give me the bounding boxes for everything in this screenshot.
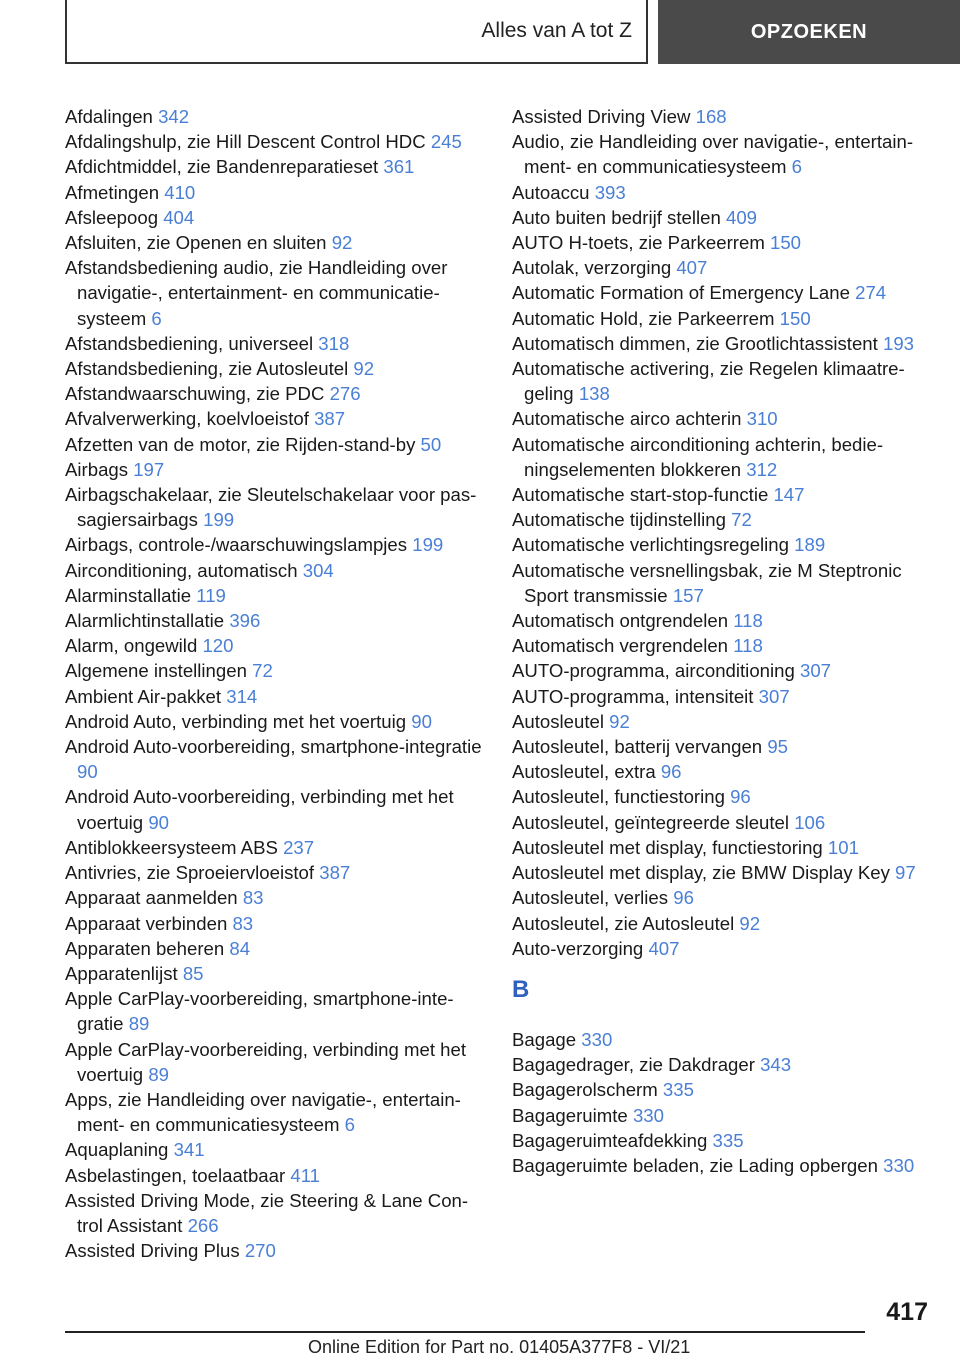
index-page-link[interactable]: 157 [672, 584, 704, 606]
index-entry-text: Apps, zie Handleiding over navigatie-, entertainment- en communicatiesysteem [65, 1088, 461, 1136]
index-entry [65, 986, 485, 1036]
index-entry-text: Afzetten van de motor, zie Rijden-stand-by [65, 433, 416, 455]
index-entry-text: Assisted Driving Plus [65, 1240, 240, 1262]
index-entry [65, 482, 485, 532]
index-page-link[interactable]: 335 [712, 1129, 744, 1151]
index-entry [65, 860, 485, 885]
index-entry [65, 1037, 485, 1087]
index-entry-text: Afsleepoog [65, 206, 159, 228]
index-entry [65, 936, 485, 961]
index-entry-text: Bagagerolscherm [512, 1079, 658, 1101]
index-entry-text: Automatische verlichtingsregeling [512, 534, 789, 556]
section-letter-b: B [512, 975, 530, 1003]
index-entry-text: Bagageruimteafdekking [512, 1129, 708, 1151]
index-page-link[interactable]: 168 [695, 106, 727, 127]
index-entry-text: Automatische versnellingsbak, zie M Steptronic Sport transmissie [512, 559, 902, 606]
index-page-link[interactable]: 343 [760, 1054, 792, 1076]
index-entry-text: Auto buiten bedrijf stellen [512, 206, 721, 228]
index-entry-text: Automatische start-stop-functie [512, 484, 769, 506]
index-entry-text: Apparatenlijst [65, 962, 178, 984]
index-entry-text: Afdalingshulp, zie Hill Descent Control HDC [65, 131, 426, 153]
index-entry [65, 1163, 485, 1188]
index-entry [512, 180, 932, 205]
index-entry [65, 432, 485, 457]
index-entry [65, 709, 485, 734]
index-page-link[interactable]: 96 [673, 887, 694, 909]
index-page-link[interactable]: 193 [883, 332, 915, 354]
index-page-link[interactable]: 72 [252, 660, 273, 682]
index-page-link[interactable]: 95 [767, 736, 788, 758]
index-page-link[interactable]: 83 [232, 912, 254, 934]
index-entry-text: Apple CarPlay-voorbereiding, smartphone-integratie [65, 988, 454, 1035]
index-entry [65, 255, 485, 331]
index-page-link[interactable]: 312 [746, 458, 778, 480]
index-page-link[interactable]: 276 [329, 383, 361, 405]
index-entry-text: Audio, zie Handleiding over navigatie-, entertainment- en communicatiesysteem [512, 131, 914, 178]
index-entry [512, 1077, 932, 1102]
index-page-link[interactable]: 120 [202, 635, 234, 657]
index-entry [512, 406, 932, 431]
index-entry [65, 230, 485, 255]
index-entry [512, 356, 932, 406]
index-entry [512, 1153, 932, 1178]
index-entry [65, 734, 485, 784]
index-entry [65, 835, 485, 860]
index-entry [512, 860, 932, 885]
index-entries-b [512, 1027, 932, 1178]
index-page-link[interactable]: 6 [151, 307, 162, 329]
index-page-link[interactable]: 138 [578, 383, 610, 405]
index-entry [65, 608, 485, 633]
index-entry-text: Autosleutel, zie Autosleutel [512, 912, 735, 934]
tab-alles-van-a-tot-z[interactable]: Alles van A tot Z [65, 0, 648, 64]
index-entry-text: Automatische airconditioning achterin, bedieningselementen blokkeren [512, 433, 884, 480]
index-entry-text: AUTO-programma, intensiteit [512, 685, 754, 707]
index-entry [512, 684, 932, 709]
index-entry [512, 129, 932, 179]
index-entry-text: Bagageruimte [512, 1104, 628, 1126]
index-entry [65, 633, 485, 658]
index-page-link[interactable]: 106 [794, 811, 826, 833]
page-number: 417 [886, 1298, 928, 1326]
index-entry-text: Afstandsbediening, universeel [65, 332, 314, 354]
index-page-link[interactable]: 189 [794, 534, 826, 556]
index-entry-text: AUTO H-toets, zie Parkeerrem [512, 232, 765, 254]
index-entry [65, 180, 485, 205]
index-entry-text: Apparaat verbinden [65, 912, 228, 934]
index-entry-text: Autosleutel, batterij vervangen [512, 736, 763, 758]
index-entry-text: Automatische tijdinstelling [512, 509, 726, 531]
index-page-link[interactable]: 237 [283, 836, 315, 858]
index-entry-text: Afmetingen [65, 181, 160, 203]
index-entry [512, 1052, 932, 1077]
index-entry [65, 558, 485, 583]
index-entry [512, 759, 932, 784]
index-page-link[interactable]: 361 [383, 156, 415, 178]
index-page-link[interactable]: 89 [128, 1013, 150, 1035]
index-page-link[interactable]: 266 [187, 1214, 219, 1236]
index-page-link[interactable]: 330 [632, 1104, 664, 1126]
index-entry [65, 205, 485, 230]
index-entry [65, 1188, 485, 1238]
index-entry [512, 658, 932, 683]
index-entry-text: Apparaat aanmelden [65, 887, 238, 909]
index-page-link[interactable]: 90 [148, 811, 170, 833]
index-entry [65, 961, 485, 986]
index-page-link[interactable]: 341 [173, 1139, 205, 1161]
index-entry-text: Afstandsbediening, zie Autosleutel [65, 358, 349, 380]
index-page-link[interactable]: 314 [226, 685, 258, 707]
index-entry [65, 1087, 485, 1137]
index-entry-text: Asbelastingen, toelaatbaar [65, 1164, 286, 1186]
index-page-link[interactable]: 101 [827, 836, 859, 858]
index-page-link[interactable]: 396 [229, 610, 261, 632]
index-page-link[interactable]: 274 [855, 282, 887, 304]
index-entry [512, 1128, 932, 1153]
index-entry-text: Android Auto-voorbereiding, verbinding met het voertuig [65, 786, 454, 833]
index-column-right [512, 104, 932, 1178]
index-page-link[interactable]: 304 [302, 559, 334, 581]
index-page-link[interactable]: 119 [196, 584, 226, 606]
index-entry [512, 532, 932, 557]
index-page-link[interactable]: 197 [133, 458, 165, 480]
index-entry-text: Alarmlichtinstallatie [65, 610, 225, 632]
index-entry [512, 205, 932, 230]
index-entry [65, 457, 485, 482]
index-page-link[interactable]: 147 [773, 484, 805, 506]
index-page-link[interactable]: 150 [769, 232, 802, 254]
index-entry [512, 255, 932, 280]
index-entry-text: Autoaccu [512, 181, 590, 203]
index-page-link[interactable]: 89 [148, 1063, 170, 1085]
index-entry-text: Afstandwaarschuwing, zie PDC [65, 383, 325, 405]
index-entry-text: Android Auto, verbinding met het voertuig [65, 710, 407, 732]
index-entry [512, 633, 932, 658]
index-entry-text: Automatische airco achterin [512, 408, 742, 430]
index-page-link[interactable]: 92 [739, 912, 761, 934]
index-entry [65, 331, 485, 356]
index-page-link[interactable]: 407 [676, 257, 708, 279]
index-page-link[interactable]: 310 [746, 408, 778, 430]
index-entry-text: Automatische activering, zie Regelen klimaatregeling [512, 358, 905, 405]
index-entry-text: Airconditioning, automatisch [65, 559, 298, 581]
index-entry [512, 936, 932, 961]
index-entry-text: Airbags, controle-/waarschuwingslampjes [65, 534, 408, 556]
index-page-link[interactable]: 407 [648, 937, 680, 959]
index-entry-text: Ambient Air-pakket [65, 685, 222, 707]
index-page-link[interactable]: 410 [164, 181, 196, 203]
index-page-link[interactable]: 404 [163, 206, 195, 228]
index-page-link[interactable]: 307 [799, 660, 832, 682]
index-page-link[interactable]: 118 [733, 610, 763, 632]
index-entry-text: Automatisch dimmen, zie Grootlichtassistent [512, 332, 878, 354]
index-entry [512, 507, 932, 532]
index-entry-text: Afdichtmiddel, zie Bandenreparatieset [65, 156, 379, 178]
index-entry-text: Airbagschakelaar, zie Sleutelschakelaar voor passagiersairbags [65, 484, 477, 531]
index-entry-text: Afdalingen [65, 106, 153, 127]
index-entry [65, 129, 485, 154]
index-entry [65, 1137, 485, 1162]
index-entry [512, 810, 932, 835]
index-page-link[interactable]: 118 [733, 635, 763, 657]
header-tabs [65, 0, 960, 64]
index-column-left [65, 104, 485, 1263]
index-entry [65, 1238, 485, 1263]
index-entry-text: Apple CarPlay-voorbereiding, verbinding met het voertuig [65, 1038, 467, 1085]
index-page-link[interactable]: 245 [430, 131, 462, 153]
index-page-link[interactable]: 6 [344, 1114, 355, 1136]
index-entry-text: Assisted Driving View [512, 106, 691, 127]
index-entry-text: Alarm, ongewild [65, 635, 198, 657]
index-page-link[interactable]: 84 [229, 937, 251, 959]
index-page-link[interactable]: 387 [314, 408, 346, 430]
index-entry [65, 406, 485, 431]
index-page-link[interactable]: 393 [594, 181, 626, 203]
index-page-link[interactable]: 96 [660, 761, 682, 783]
index-entry-text: Autosleutel, extra [512, 761, 656, 783]
index-page-link[interactable]: 85 [182, 962, 204, 984]
index-entry-text: Autolak, verzorging [512, 257, 672, 279]
index-entry-text: Automatic Hold, zie Parkeerrem [512, 307, 775, 329]
index-entry [512, 331, 932, 356]
index-entry [512, 885, 932, 910]
index-entry [512, 104, 932, 129]
index-entry-text: Autosleutel, verlies [512, 887, 669, 909]
index-page-link[interactable]: 72 [731, 509, 752, 531]
index-entry [512, 911, 932, 936]
index-page-link[interactable]: 409 [725, 206, 758, 228]
index-entry-text: Antivries, zie Sproeiervloeistof [65, 862, 315, 884]
index-entry [65, 911, 485, 936]
index-entry [512, 734, 932, 759]
index-page-link[interactable]: 307 [758, 685, 790, 707]
index-page-link[interactable]: 92 [353, 358, 375, 380]
index-entry-text: Antiblokkeersysteem ABS [65, 836, 278, 858]
index-entry [512, 709, 932, 734]
index-entry [512, 1103, 932, 1128]
index-entry-text: Autosleutel met display, functiestoring [512, 836, 823, 858]
index-entry [512, 608, 932, 633]
index-page-link[interactable]: 150 [779, 307, 811, 329]
index-entry [65, 583, 485, 608]
index-page-link[interactable]: 6 [791, 156, 802, 178]
index-entry-text: Bagageruimte beladen, zie Lading opbergen [512, 1154, 878, 1176]
index-entry-text: Algemene instellingen [65, 660, 247, 682]
index-entry [512, 1027, 932, 1052]
index-page-link[interactable]: 387 [319, 862, 351, 884]
index-page-link[interactable]: 270 [244, 1240, 276, 1262]
index-page-link[interactable]: 199 [203, 509, 235, 531]
index-entry-text: Apparaten beheren [65, 937, 225, 959]
index-entries-a [512, 104, 932, 961]
index-entry-text: Automatisch vergrendelen [512, 635, 729, 657]
index-entry-text: Automatic Formation of Emergency Lane [512, 282, 850, 304]
index-entry-text: Bagage [512, 1028, 577, 1050]
index-page-link[interactable]: 318 [318, 332, 350, 354]
index-entry [512, 432, 932, 482]
index-entry-text: AUTO-programma, airconditioning [512, 660, 795, 682]
footer-divider [65, 1331, 865, 1333]
index-entry [512, 835, 932, 860]
index-page-link[interactable]: 90 [411, 710, 432, 732]
index-page-link[interactable]: 96 [730, 786, 751, 808]
tab-opzoeken[interactable]: OPZOEKEN [658, 0, 960, 64]
index-entry-text: Assisted Driving Mode, zie Steering & Lane Control Assistant [65, 1189, 469, 1236]
index-entry [65, 784, 485, 834]
index-entry [512, 558, 932, 608]
index-page-link[interactable]: 90 [77, 761, 98, 783]
index-entry-text: Autosleutel, functiestoring [512, 786, 725, 808]
index-entry-text: Autosleutel, geïntegreerde sleutel [512, 811, 790, 833]
index-page-link[interactable]: 92 [331, 232, 353, 254]
index-entry [512, 306, 932, 331]
index-entry-text: Android Auto-voorbereiding, smartphone-integratie [65, 736, 482, 758]
index-entry [512, 280, 932, 305]
index-page-link[interactable]: 330 [581, 1028, 613, 1050]
index-page-link[interactable]: 330 [883, 1154, 915, 1176]
index-entry [65, 104, 485, 129]
index-entry [65, 356, 485, 381]
index-page-link[interactable]: 335 [662, 1079, 694, 1101]
index-entry [65, 885, 485, 910]
index-entry-text: Automatisch ontgrendelen [512, 610, 729, 632]
index-entry-text: Airbags [65, 458, 129, 480]
index-page-link[interactable]: 97 [895, 862, 916, 884]
index-page-link[interactable]: 50 [420, 433, 442, 455]
index-page-link[interactable]: 342 [158, 106, 190, 127]
index-entry-text: Autosleutel met display, zie BMW Display Key [512, 862, 890, 884]
index-entry-text: Bagagedrager, zie Dakdrager [512, 1054, 755, 1076]
index-entry [512, 230, 932, 255]
index-entry [65, 658, 485, 683]
index-entry-text: Afstandsbediening audio, zie Handleiding over navigatie-, entertainment- en communicatiesysteem [65, 257, 448, 329]
index-entry [512, 482, 932, 507]
index-entry [512, 784, 932, 809]
footer-edition-text: Online Edition for Part no. 01405A377F8 - VI/21 [308, 1337, 691, 1357]
index-entry [65, 532, 485, 557]
index-entry [65, 154, 485, 179]
index-entry-text: Aquaplaning [65, 1139, 169, 1161]
index-entry-text: Autosleutel [512, 710, 604, 732]
index-page-link[interactable]: 411 [290, 1164, 321, 1186]
index-page-link[interactable]: 199 [412, 534, 444, 556]
index-entry-text: Afvalverwerking, koelvloeistof [65, 408, 309, 430]
index-entry-text: Auto-verzorging [512, 937, 644, 959]
index-page-link[interactable]: 92 [609, 710, 630, 732]
index-entry [65, 684, 485, 709]
index-entry [65, 381, 485, 406]
index-entry-text: Alarminstallatie [65, 584, 192, 606]
index-entry-text: Afsluiten, zie Openen en sluiten [65, 232, 327, 254]
index-page-link[interactable]: 83 [242, 887, 264, 909]
